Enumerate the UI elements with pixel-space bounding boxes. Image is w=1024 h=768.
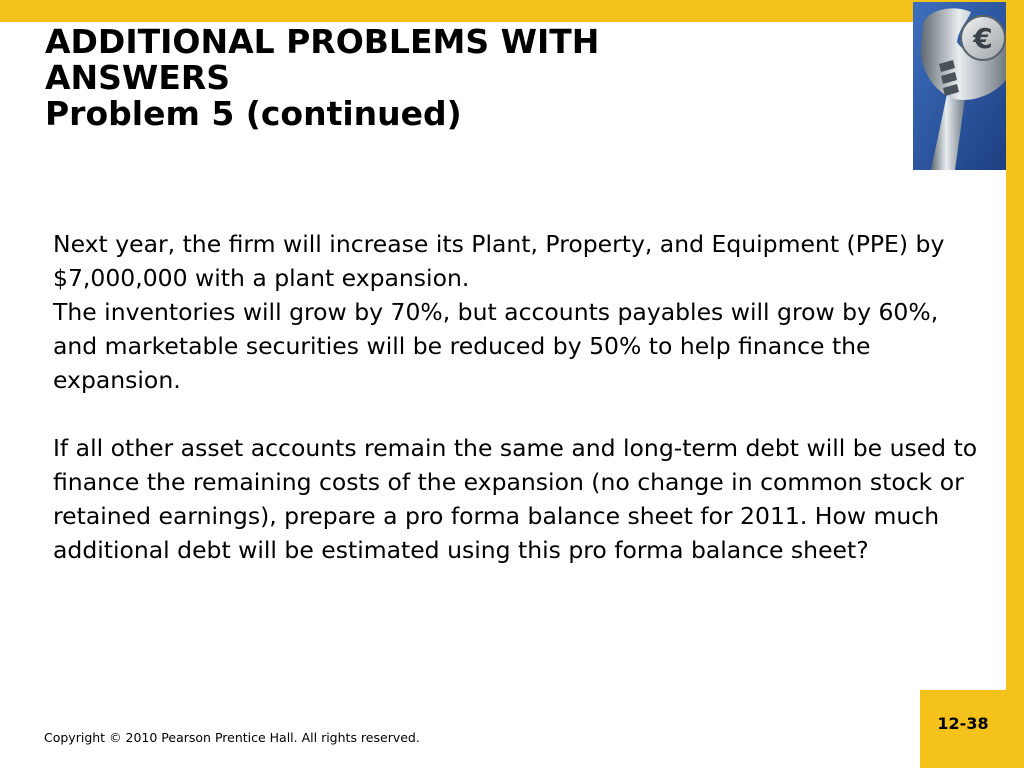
paragraph-question: If all other asset accounts remain the same and long-term debt will be used to finance the remaining costs of the expansion (no change in common stock or retained earnings), prepare a pro forma balance sheet for 2011. How much additional debt will be estimated using this pro forma balance sheet?: [53, 434, 978, 564]
svg-text:€: €: [973, 22, 993, 55]
page-number-box: [920, 690, 1006, 768]
slide-title: [45, 24, 905, 132]
right-accent-bar: [1006, 0, 1024, 768]
copyright-notice: Copyright © 2010 Pearson Prentice Hall. All rights reserved.: [44, 730, 420, 745]
wrench-euro-icon: [913, 2, 1006, 170]
paragraph-ppe-increase: Next year, the firm will increase its Plant, Property, and Equipment (PPE) by $7,000,000 with a plant expansion.: [53, 230, 945, 292]
paragraph-working-capital: The inventories will grow by 70%, but accounts payables will grow by 60%, and marketable securities will be reduced by 50% to help finance the expansion.: [53, 298, 939, 394]
slide-body: [53, 227, 988, 567]
top-accent-bar: [0, 0, 1024, 22]
title-line-2: ANSWERS: [45, 58, 231, 97]
page-number: 12-38: [937, 714, 989, 733]
title-line-1: ADDITIONAL PROBLEMS WITH: [45, 22, 600, 61]
paragraph-spacer: [53, 397, 988, 431]
title-line-3: Problem 5 (continued): [45, 94, 462, 133]
